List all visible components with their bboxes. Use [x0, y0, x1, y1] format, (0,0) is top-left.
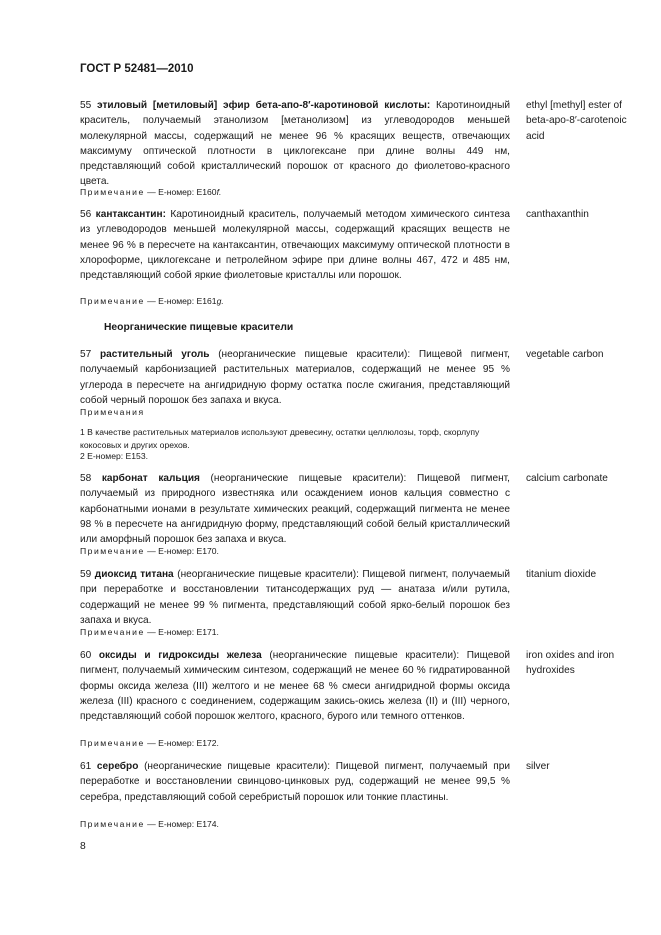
- note-label: Примечание: [80, 819, 145, 829]
- note-text: — Е-номер: Е161: [147, 296, 217, 306]
- term-name: растительный уголь: [99, 349, 210, 360]
- notes-label-57: Примечания: [80, 407, 145, 417]
- term-entry-58: [80, 471, 510, 547]
- term-note-59: [80, 626, 510, 639]
- term-definition: (неорганические пищевые красители): Пищевой пигмент, получаемый при переработке и восстановлении свинцово-цинковых руд, содержащий не менее 99,5 % серебра, представляющий собой серебристый порошок или тонкие пластины.: [80, 761, 510, 803]
- term-number: 55: [80, 100, 92, 111]
- term-entry-59: [80, 567, 510, 628]
- page-number: 8: [80, 841, 86, 852]
- term-english-59: titanium dioxide: [526, 569, 597, 580]
- term-entry-55: [80, 98, 510, 190]
- note-label: Примечание: [80, 187, 145, 197]
- term-note-61: [80, 818, 510, 831]
- term-entry-61: [80, 759, 510, 805]
- note-text: — Е-номер: Е170.: [147, 546, 219, 556]
- term-english-57: vegetable carbon: [526, 349, 604, 360]
- term-number: 61: [80, 761, 92, 772]
- note-text: — Е-номер: Е171.: [147, 627, 219, 637]
- term-name: этиловый [метиловый] эфир бета-апо-8′-каротиновой кислоты:: [97, 100, 431, 111]
- term-entry-56: [80, 207, 510, 283]
- term-english-55: ethyl [methyl] ester of beta-apo-8′-carotenoic acid: [526, 100, 627, 142]
- section-heading: Неорганические пищевые красители: [104, 322, 294, 333]
- term-english-56: canthaxanthin: [526, 209, 589, 220]
- term-number: 56: [80, 209, 92, 220]
- note-text: — Е-номер: Е174.: [147, 819, 219, 829]
- note-label: Примечание: [80, 546, 145, 556]
- term-note-57-2: 2 Е-номер: Е153.: [80, 451, 148, 461]
- term-number: 60: [80, 650, 92, 661]
- term-name: карбонат кальция: [101, 473, 200, 484]
- note-label: Примечание: [80, 627, 145, 637]
- term-definition: Каротиноидный краситель, получаемый методом химического синтеза из углеводородов меньшей молекулярной массы, содержащий красящих веществ не менее 96 % в пересчете на кантаксантин, отвечающих максимуму оптической плотности в хлороформе, циклогексане и петролейном эфире при длине волны 467, 472 и 485 нм, представляющий собой яркие фиолетовые кристаллы или порошок.: [80, 209, 511, 282]
- document-header: ГОСТ Р 52481—2010: [80, 63, 194, 75]
- term-definition: (неорганические пищевые красители): Пищевой пигмент, получаемый химическим синтезом, содержащий не менее 60 % гидратированной формы оксида железа (III) желтого и не менее 68 % смеси ангидридной формы оксида железа (III) красного с соединением, содержащим закись-окись железа (II) и (III) черного, представляющий собой порошок желтого, красного, бурого или темного оттенков.: [80, 650, 510, 723]
- note-text: — Е-номер: Е160: [147, 187, 217, 197]
- term-name: серебро: [96, 761, 139, 772]
- term-note-60: [80, 737, 510, 750]
- term-definition: (неорганические пищевые красители): Пищевой пигмент, получаемый из природного известняка или осаждением ионов кальция совместно с карбонатными ионами в результате химических реакций, содержащий пигмента не менее 98 % в пересчете на ангидридную форму, представляющий собой белый кристаллический или аморфный порошок без запаха и вкуса.: [80, 473, 510, 546]
- term-number: 57: [80, 349, 92, 360]
- note-text: — Е-номер: Е172.: [147, 738, 219, 748]
- term-name: оксиды и гидроксиды железа: [98, 650, 262, 661]
- term-definition: Каротиноидный краситель, получаемый этанолизом [метанолизом] из углеводородов меньшей молекулярной массы, содержащий не менее 96 % красящих веществ, отвечающих максимуму оптической плотности в циклогексане при длине волны 449 нм, представляющий собой кристаллический порошок от красного до фиолетово-красного цвета.: [80, 100, 510, 188]
- term-number: 59: [80, 569, 92, 580]
- term-note-56: [80, 295, 510, 308]
- note-suffix: f.: [216, 187, 222, 197]
- term-note-58: [80, 545, 510, 558]
- note-label: Примечание: [80, 738, 145, 748]
- term-english-61: silver: [526, 761, 550, 772]
- term-note-57-1: 1 В качестве растительных материалов используют древесину, остатки целлюлозы, торф, скорлупу кокосовых и других орехов.: [80, 427, 480, 450]
- note-label: Примечание: [80, 296, 145, 306]
- term-note-55: [80, 186, 510, 199]
- term-number: 58: [80, 473, 92, 484]
- term-english-60: iron oxides and iron hydroxides: [526, 650, 615, 677]
- term-entry-60: [80, 648, 510, 724]
- term-definition: (неорганические пищевые красители): Пищевой пигмент, получаемый карбонизацией растительных материалов, содержащий не менее 95 % углерода в пересчете на ангидридную форму остатка после сжигания, представляющий собой черный порошок без запаха и вкуса.: [80, 349, 510, 406]
- term-name: кантаксантин:: [95, 209, 166, 220]
- term-entry-57: [80, 347, 510, 408]
- term-definition: (неорганические пищевые красители): Пищевой пигмент, получаемый при переработке и восстановлении титансодержащих руд — анатаза и/или рутила, содержащий не менее 99 % пигмента, представляющий собой ярко-белый порошок без запаха и вкуса.: [80, 569, 511, 626]
- note-suffix: g.: [216, 296, 224, 306]
- term-english-58: calcium carbonate: [526, 473, 608, 484]
- term-name: диоксид титана: [94, 569, 174, 580]
